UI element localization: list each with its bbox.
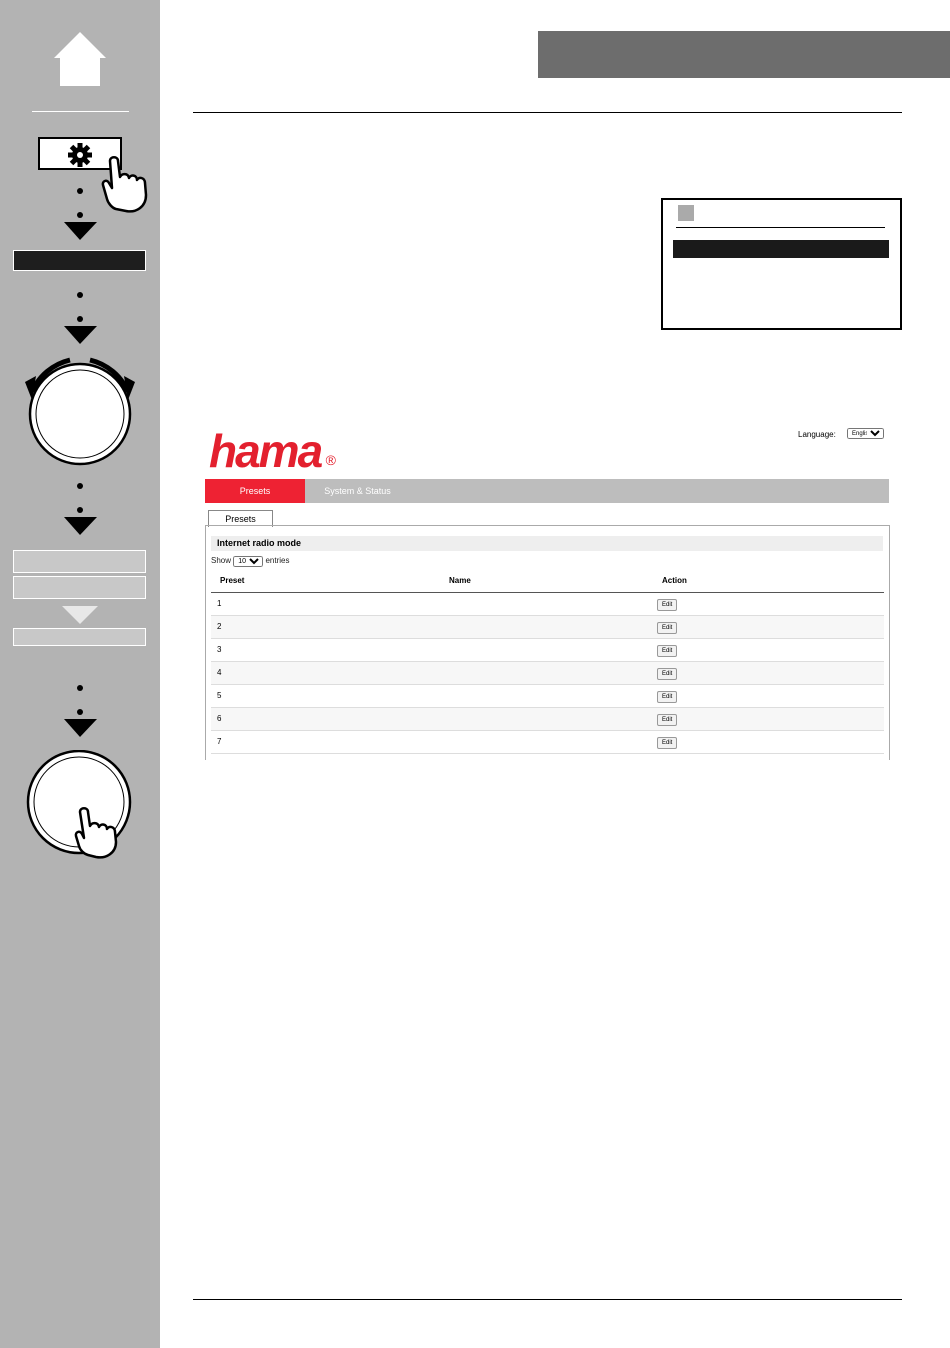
show-label: Show	[211, 556, 232, 565]
header-banner	[538, 31, 950, 78]
footer-rule	[193, 1299, 902, 1300]
web-interface	[205, 420, 890, 760]
edit-button[interactable]: Edit	[657, 714, 677, 726]
table-row	[211, 616, 884, 639]
entries-label: entries	[265, 556, 290, 565]
table-row	[211, 685, 884, 708]
menu-option-1	[13, 550, 146, 573]
menu-highlight-bar	[13, 250, 146, 271]
table-row	[211, 593, 884, 616]
show-entries	[211, 556, 290, 567]
table-row	[211, 731, 884, 754]
arrow-down-icon	[64, 316, 97, 344]
column-preset[interactable]: Preset	[220, 576, 245, 585]
table-header	[211, 570, 884, 593]
preset-number: 7	[217, 737, 222, 746]
edit-button[interactable]: Edit	[657, 645, 677, 657]
edit-button[interactable]: Edit	[657, 668, 677, 680]
step-dot	[77, 188, 83, 194]
display-icon	[678, 205, 694, 221]
language-select[interactable]	[847, 428, 884, 439]
press-knob-icon[interactable]	[26, 750, 136, 862]
preset-number: 2	[217, 622, 222, 631]
brand-logo: hama ®	[209, 425, 336, 477]
table-row	[211, 639, 884, 662]
menu-option-3	[13, 628, 146, 646]
language-label: Language:	[798, 430, 836, 439]
header-rule	[193, 112, 902, 113]
home-icon[interactable]	[53, 30, 107, 88]
presets-panel	[205, 525, 890, 760]
pointing-hand-icon	[98, 155, 154, 215]
step-dot	[77, 292, 83, 298]
arrow-down-icon	[64, 212, 97, 240]
table-row	[211, 708, 884, 731]
display-selection-bar	[673, 240, 889, 258]
preset-number: 5	[217, 691, 222, 700]
edit-button[interactable]: Edit	[657, 737, 677, 749]
preset-number: 1	[217, 599, 222, 608]
arrow-down-icon	[64, 507, 97, 535]
preset-number: 3	[217, 645, 222, 654]
edit-button[interactable]: Edit	[657, 622, 677, 634]
edit-button[interactable]: Edit	[657, 599, 677, 611]
step-dot	[77, 685, 83, 691]
step-dot	[77, 483, 83, 489]
column-action[interactable]: Action	[662, 576, 687, 585]
menu-option-2	[13, 576, 146, 599]
preset-number: 4	[217, 668, 222, 677]
nav-system-status[interactable]: System & Status	[324, 486, 391, 496]
gear-icon	[67, 142, 93, 168]
display-rule	[676, 227, 885, 228]
display-screen	[661, 198, 902, 330]
sidebar	[0, 0, 160, 1348]
entries-select[interactable]	[233, 556, 263, 567]
tab-presets[interactable]: Presets	[208, 510, 273, 527]
preset-number: 6	[217, 714, 222, 723]
arrow-down-icon	[64, 709, 97, 737]
triangle-down-icon	[62, 606, 98, 624]
divider	[32, 111, 129, 112]
nav-presets[interactable]: Presets	[205, 479, 305, 503]
column-name[interactable]: Name	[449, 576, 471, 585]
nav-bar	[205, 479, 889, 503]
rotary-knob-icon[interactable]	[22, 352, 138, 468]
edit-button[interactable]: Edit	[657, 691, 677, 703]
table-row	[211, 662, 884, 685]
section-title: Internet radio mode	[211, 536, 883, 551]
